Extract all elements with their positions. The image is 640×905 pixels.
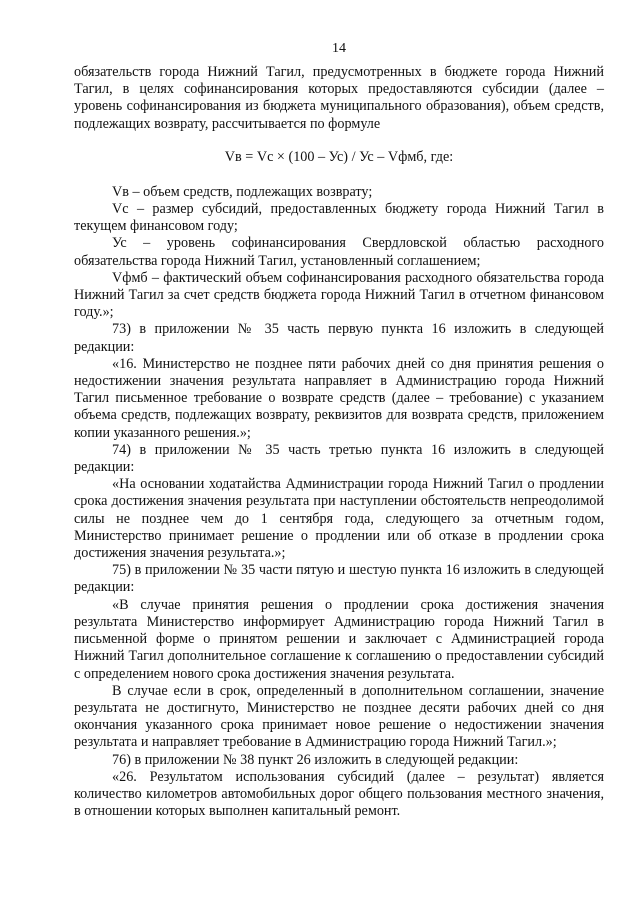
definition-vfmb: Vфмб – фактический объем софинансирования расходного обязательства города Нижний Тагил за счет средств бюджета города Нижний Тагил в отчетном финансовом году.»; (74, 269, 604, 321)
formula: Vв = Vс × (100 – Ус) / Ус – Vфмб, где: (224, 148, 454, 165)
intro-paragraph: обязательств города Нижний Тагил, предусмотренных в бюджете города Нижний Тагил, в целях софинансирования которых предоставляются субсидии (далее – уровень софинансирования из бюджета муниципального образования), объем средств, подлежащих возврату, рассчитывается по формуле (74, 64, 604, 132)
page-number: 14 (332, 41, 346, 56)
item-73-text: «16. Министерство не позднее пяти рабочих дней со дня принятия решения о недостижении значения результата направляет в Администрацию города Нижний Тагил письменное требование о возврате средств (далее – требование) с указанием объема средств, подлежащих возврату, реквизитов для возврата средств, приложением копии указанного решения.»; (74, 355, 604, 441)
item-73: 73) в приложении № 35 часть первую пункта 16 изложить в следующей редакции: (74, 321, 604, 355)
definition-us: Ус – уровень софинансирования Свердловской областью расходного обязательства города Нижний Тагил, установленный соглашением; (74, 235, 604, 269)
item-75-text-2: В случае если в срок, определенный в дополнительном соглашении, значение результата не достигнуто, Министерство не позднее десяти рабочих дней со дня окончания указанного срока принимает новое решение о недостижении значения результата и направляет требование в Администрацию города Нижний Тагил.»; (74, 682, 604, 751)
definition-vv: Vв – объем средств, подлежащих возврату; (112, 183, 373, 200)
item-75-text-1: «В случае принятия решения о продлении срока достижения значения результата Министерство информирует Администрацию города Нижний Тагил в письменной форме о принятом решении и заключает с Администрацией города Нижний Тагил дополнительное соглашение к соглашению о предоставлении субсидий с определением нового срока достижения значения результата. (74, 596, 604, 682)
item-74-text: «На основании ходатайства Администрации города Нижний Тагил о продлении срока достижения значения результата при наступлении обстоятельств непреодолимой силы не позднее чем до 1 сентября года, следующего за отчетным годом, Министерство принимает решение о продлении или об отказе в продлении срока достижения значения результата.»; (74, 476, 604, 562)
item-76-text: «26. Результатом использования субсидий (далее – результат) является количество километров автомобильных дорог общего пользования местного значения, в отношении которых выполнен капитальный ремонт. (74, 768, 604, 820)
item-76: 76) в приложении № 38 пункт 26 изложить в следующей редакции: (112, 751, 519, 768)
item-74: 74) в приложении № 35 часть третью пункта 16 изложить в следующей редакции: (74, 441, 604, 476)
definition-vs: Vс – размер субсидий, предоставленных бюджету города Нижний Тагил в текущем финансовом году; (74, 201, 604, 235)
item-75: 75) в приложении № 35 части пятую и шестую пункта 16 изложить в следующей редакции: (74, 562, 604, 596)
